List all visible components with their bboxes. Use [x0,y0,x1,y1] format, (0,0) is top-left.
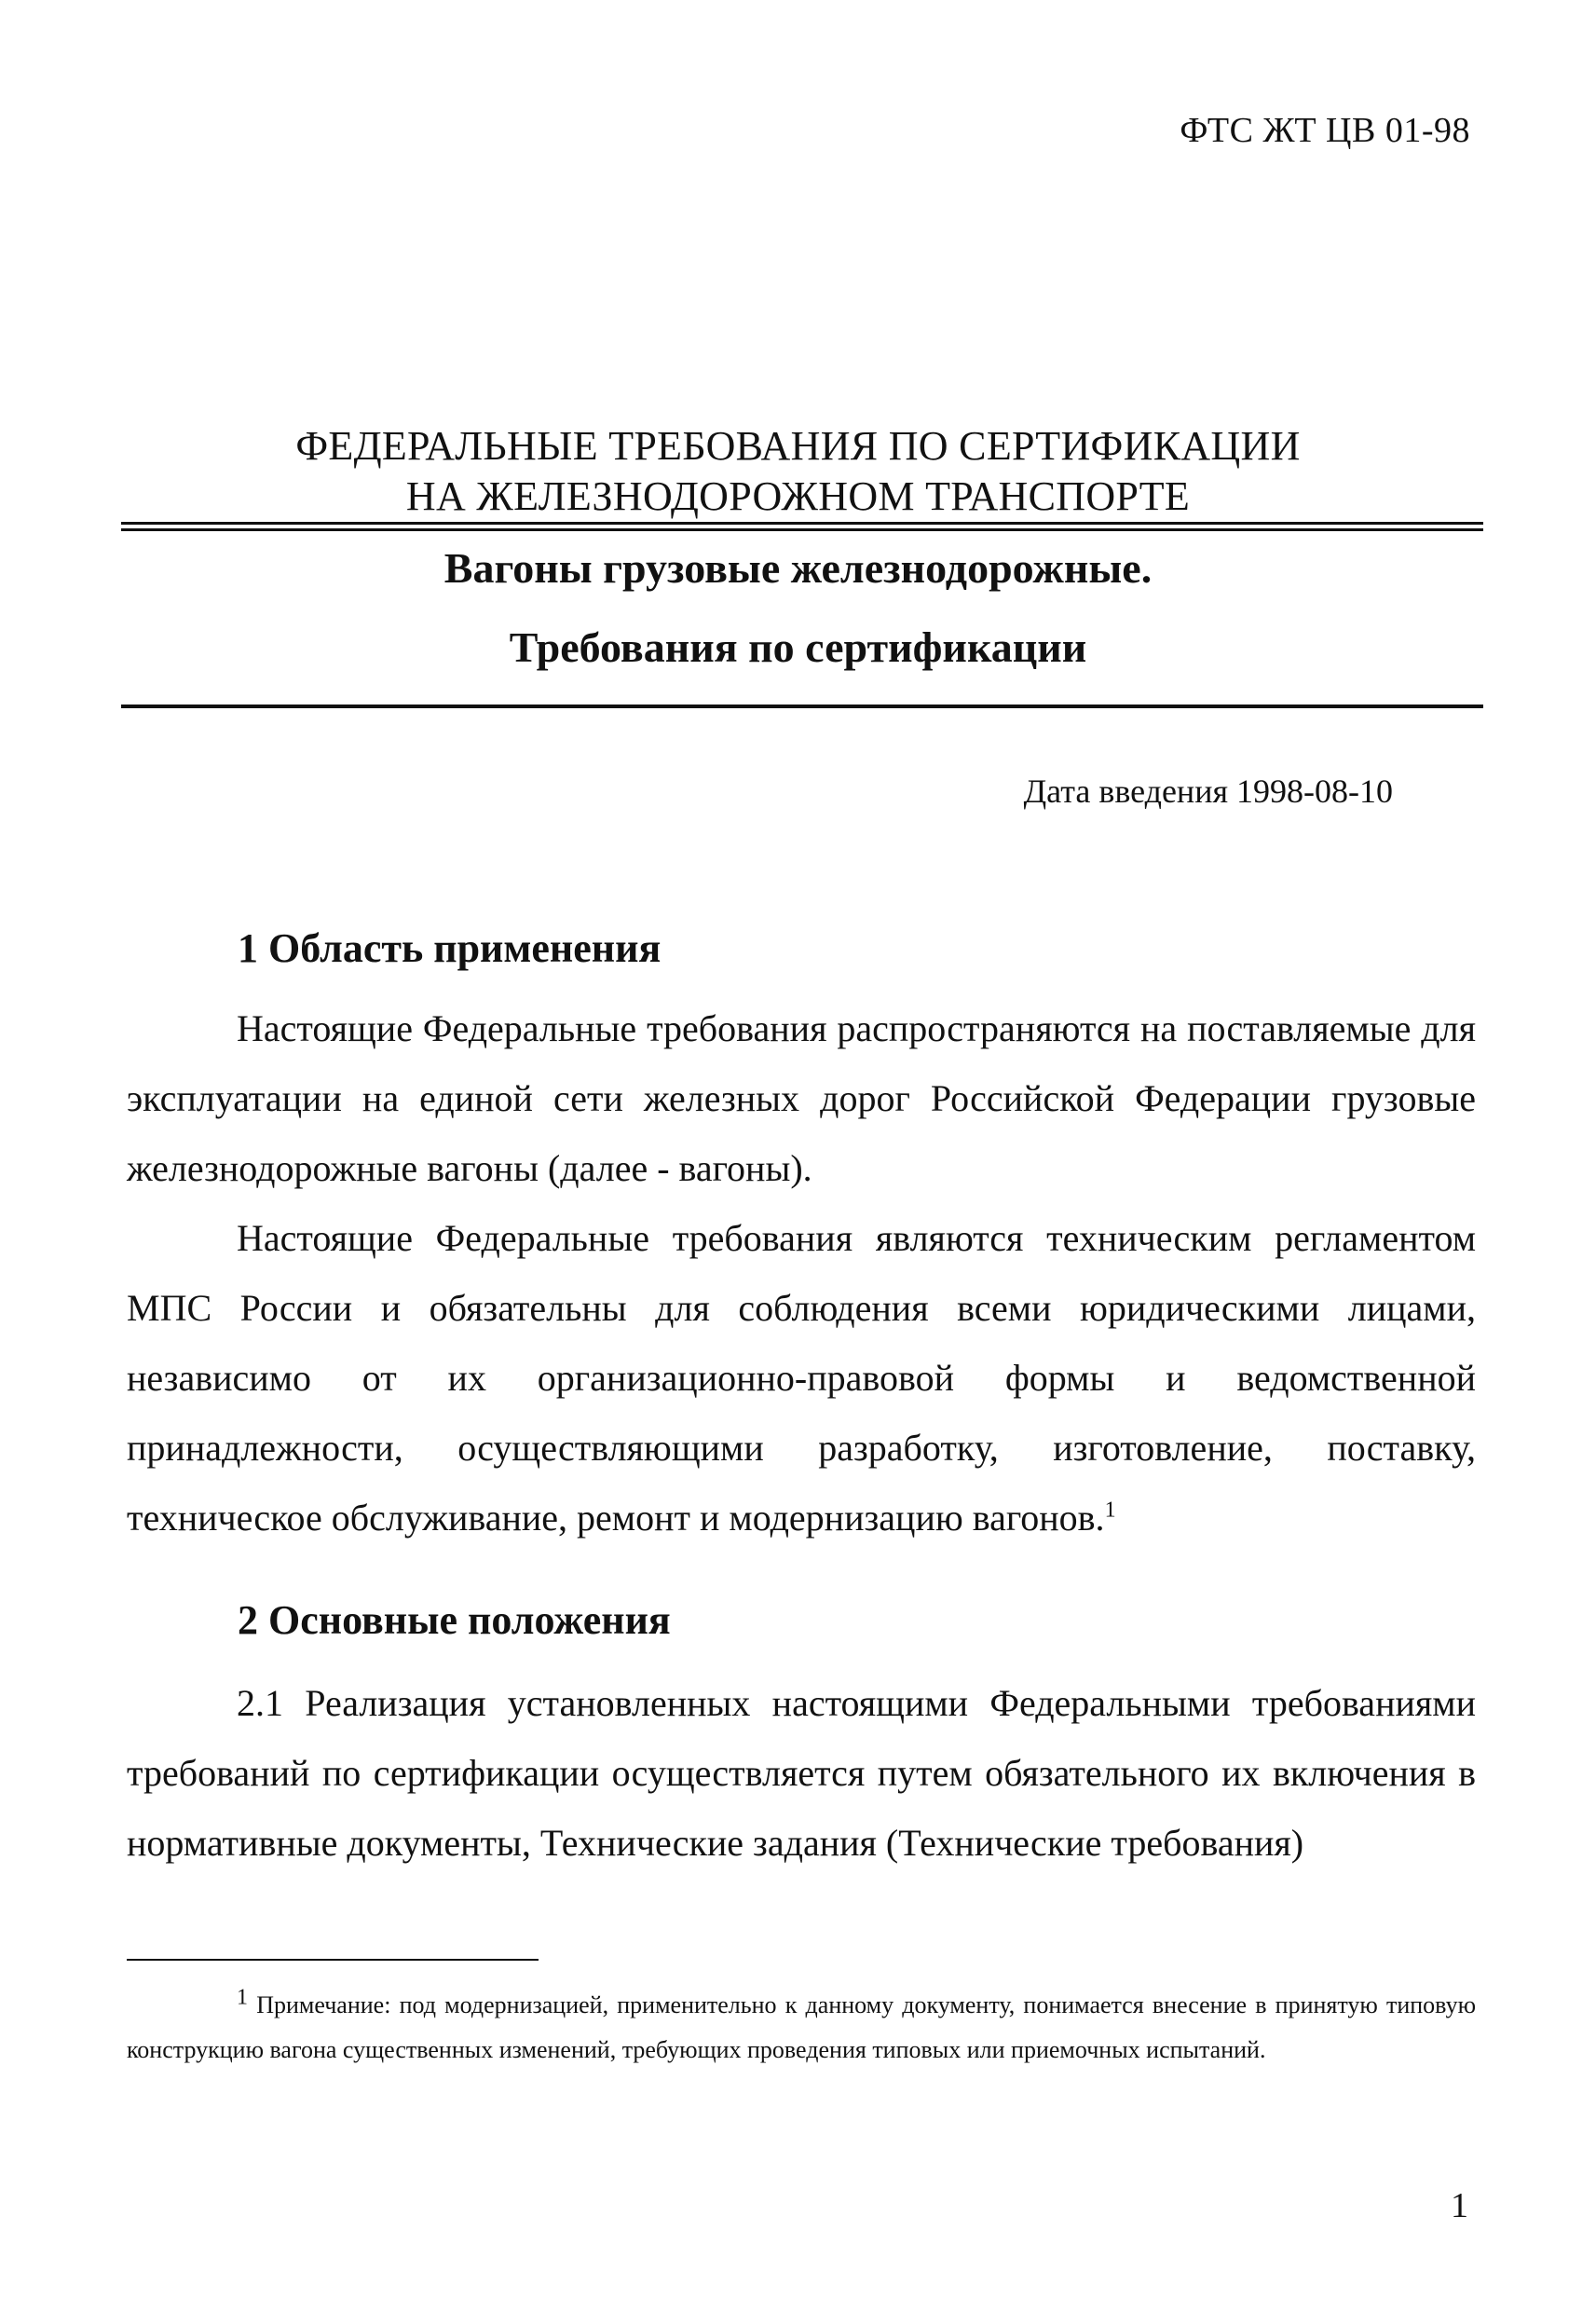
section-2-paragraph-1: 2.1 Реализация установленных настоящими Федеральными требованиями требований по сертификации осуществляется путем обязательного их включения в нормативные документы, Технические задания (Технические требования) [127,1682,1476,1864]
section-1-paragraph-1: Настоящие Федеральные требования распространяются на поставляемые для эксплуатации на единой сети железных дорог Российской Федерации грузовые железнодорожные вагоны (далее - вагоны). [127,1007,1476,1189]
title-line-2: НА ЖЕЛЕЗНОДОРОЖНОМ ТРАНСПОРТЕ [405,473,1191,519]
section-2-heading: 2 Основные положения [238,1597,671,1643]
title-block [0,421,1596,522]
footnote-reference[interactable]: 1 [1104,1498,1116,1523]
section-1-heading: 1 Область применения [238,925,662,971]
footnote-separator [127,1959,539,1961]
subtitle-rule [121,705,1483,708]
subtitle-line-2: Требования по сертификации [509,623,1087,671]
page-number: 1 [1451,2186,1468,2225]
introduction-date: Дата введения 1998-08-10 [1023,773,1393,810]
subtitle-line-1: Вагоны грузовые железнодорожные. [443,544,1153,592]
footnote-mark: 1 [237,1985,248,2010]
footnote: $^1$ Примечание: под модернизацией, применительно к данному документу, понимается внесение в принятую типовую конструкцию вагона существенных изменений, требующих проведения типовых или приемочных испытаний. [127,1985,1476,2063]
document-code: ФТС ЖТ ЦВ 01-98 [1180,111,1470,150]
title-double-rule [121,522,1483,531]
title-line-1: ФЕДЕРАЛЬНЫЕ ТРЕБОВАНИЯ ПО СЕРТИФИКАЦИИ [295,423,1301,469]
section-1-paragraph-2: Настоящие Федеральные требования являются техническим регламентом МПС России и обязательны для соблюдения всеми юридическими лицами, независимо от их организационно-правовой формы и ведомственной принадлежности, осуществляющими разработку, изготовление, поставку, техническое обслуживание, ремонт и модернизацию вагонов.$^1$ [127,1217,1476,1539]
